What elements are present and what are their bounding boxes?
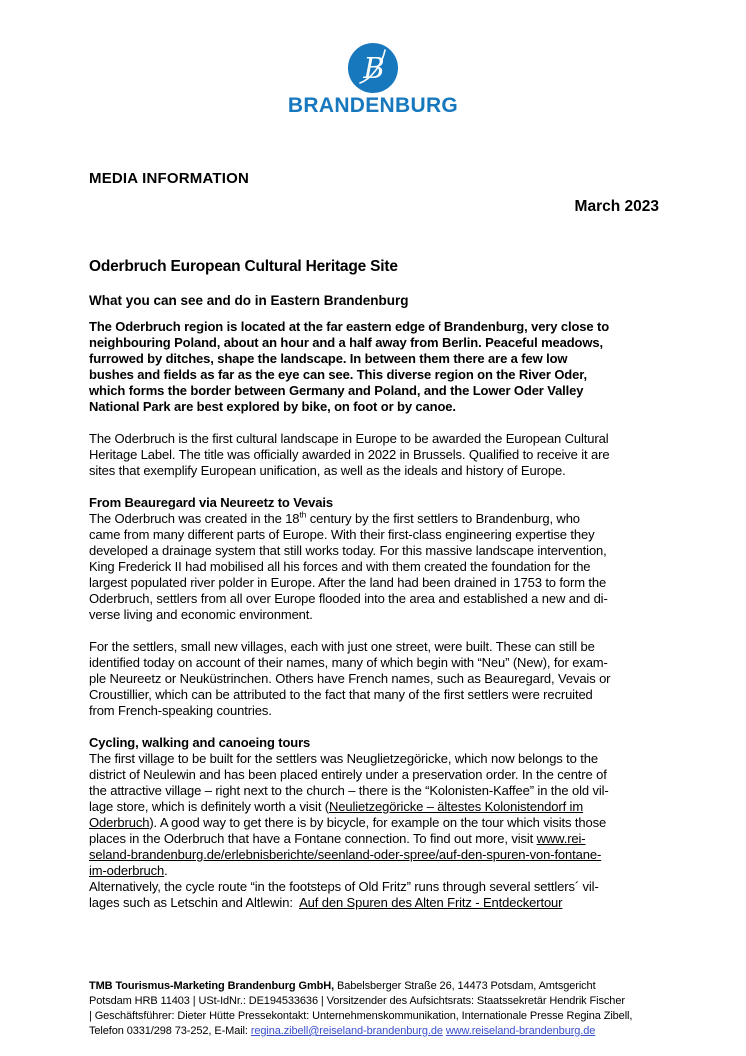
lead-paragraph <box>89 319 669 415</box>
text-run: ple Neureetz or Neuküstrinchen. Others have French names, such as Beauregard, Vevais or <box>89 671 611 686</box>
inline-link[interactable]: Auf den Spuren des Alten Fritz - Entdeckertour <box>299 895 563 910</box>
text-line <box>89 607 669 623</box>
text-line <box>89 815 669 831</box>
text-line <box>89 319 669 335</box>
text-run: which forms the border between Germany and Poland, and the Lower Oder Valley <box>89 383 584 398</box>
text-line <box>89 591 669 607</box>
inline-link[interactable]: Neulietzegöricke – ältestes Kolonistendorf im <box>329 799 584 814</box>
text-run: The Oderbruch was created in the 18 <box>89 511 300 526</box>
text-run: The Oderbruch is the first cultural landscape in Europe to be awarded the European Cultural <box>89 431 609 446</box>
text-line <box>89 559 669 575</box>
text-run: For the settlers, small new villages, each with just one street, were built. These can still be <box>89 639 595 654</box>
text-run: developed a drainage system that still works today. For this massive landscape intervention, <box>89 543 607 558</box>
text-run: . <box>164 863 168 878</box>
inline-link[interactable]: im-oderbruch <box>89 863 165 878</box>
text-run: the attractive village – right next to the church – there is the “Kolonisten-Kaffee” in the old vil- <box>89 783 609 798</box>
brandenburg-logo-icon <box>348 43 398 93</box>
footer-imprint <box>89 979 709 1039</box>
text-run: bushes and fields as far as the eye can see. This diverse region on the River Oder, <box>89 367 587 382</box>
paragraph-history <box>89 511 669 623</box>
text-line <box>89 463 669 479</box>
text-line <box>89 735 669 751</box>
text-line <box>89 783 669 799</box>
text-line <box>89 495 669 511</box>
text-line <box>89 575 669 591</box>
text-run: Croustillier, which can be attributed to the fact that many of the first settlers were recruited <box>89 687 593 702</box>
inline-link[interactable]: seland-brandenburg.de/erlebnisberichte/seenland-oder-spree/auf-den-spuren-von-fontane- <box>89 847 602 862</box>
footer-link[interactable]: www.reiseland-brandenburg.de <box>445 1025 596 1037</box>
text-line <box>89 687 669 703</box>
logo-monogram: B <box>363 51 385 85</box>
text-line <box>89 527 669 543</box>
text-run: from French-speaking countries. <box>89 703 272 718</box>
footer-link[interactable]: regina.zibell@reiseland-brandenburg.de <box>250 1025 443 1037</box>
text-line <box>89 767 669 783</box>
date-label: March 2023 <box>574 198 659 215</box>
footer-line <box>89 979 709 994</box>
text-run: Babelsberger Straße 26, 14473 Potsdam, Amtsgericht <box>334 980 596 992</box>
text-line <box>89 863 669 879</box>
text-line <box>89 511 669 527</box>
paragraph-heritage-label <box>89 431 669 479</box>
text-line <box>89 879 669 895</box>
brand-wordmark: BRANDENBURG <box>287 94 459 117</box>
text-run: National Park are best explored by bike, on foot or by canoe. <box>89 399 456 414</box>
page-title: Oderbruch European Cultural Heritage Site <box>89 258 398 275</box>
text-run: Potsdam HRB 11403 | USt-IdNr.: DE194533636 | Vorsitzender des Aufsichtsrats: Staatssekretär Hendrik Fischer <box>89 995 625 1007</box>
bold-text-run: TMB Tourismus-Marketing Brandenburg GmbH, <box>89 980 335 992</box>
inline-link[interactable]: Oderbruch <box>89 815 150 830</box>
text-run: The Oderbruch region is located at the far eastern edge of Brandenburg, very close to <box>89 319 610 334</box>
text-run: Alternatively, the cycle route “in the footsteps of Old Fritz” runs through several settlers´ vil- <box>89 879 599 894</box>
text-line <box>89 751 669 767</box>
superscript-text: th <box>299 509 307 520</box>
text-run: largest populated river polder in Europe. After the land had been drained in 1753 to form the <box>89 575 607 590</box>
brand-logo <box>0 43 746 118</box>
section-heading-tours <box>89 735 669 751</box>
text-run: ). A good way to get there is by bicycle, for example on the tour which visits those <box>149 815 607 830</box>
footer-line <box>89 1024 709 1039</box>
text-run: lage store, which is definitely worth a visit ( <box>89 799 330 814</box>
text-run: sites that exemplify European unification, as well as the ideals and history of Europe. <box>89 463 566 478</box>
paragraph-tours <box>89 751 669 911</box>
text-run: neighbouring Poland, about an hour and a half away from Berlin. Peaceful meadows, <box>89 335 603 350</box>
text-line <box>89 399 669 415</box>
text-line <box>89 383 669 399</box>
text-run: From Beauregard via Neureetz to Vevais <box>89 495 333 510</box>
text-line <box>89 847 669 863</box>
text-run: Oderbruch, settlers from all over Europe flooded into the area and established a new and di- <box>89 591 608 606</box>
footer-line <box>89 1009 709 1024</box>
text-run: Telefon 0331/298 73-252, E-Mail: <box>89 1025 251 1037</box>
text-line <box>89 895 669 911</box>
text-line <box>89 351 669 367</box>
text-run: district of Neulewin and has been placed entirely under a preservation order. In the centre of <box>89 767 607 782</box>
inline-link[interactable]: www.rei- <box>536 831 586 846</box>
text-run: Heritage Label. The title was officially awarded in 2022 in Brussels. Qualified to receive it are <box>89 447 610 462</box>
text-line <box>89 671 669 687</box>
text-line <box>89 703 669 719</box>
text-run: King Frederick II had mobilised all his forces and with them created the foundation for the <box>89 559 591 574</box>
text-run: identified today on account of their names, many of which begin with “Neu” (New), for exam- <box>89 655 608 670</box>
footer-line <box>89 994 709 1009</box>
article-body <box>89 319 669 911</box>
text-run: furrowed by ditches, shape the landscape. In between them there are a few low <box>89 351 568 366</box>
text-run: places in the Oderbruch that have a Fontane connection. To find out more, visit <box>89 831 537 846</box>
section-heading-beauregard <box>89 495 669 511</box>
text-run: verse living and economic environment. <box>89 607 313 622</box>
text-run: The first village to be built for the settlers was Neuglietzegöricke, which now belongs to the <box>89 751 598 766</box>
text-line <box>89 543 669 559</box>
text-run: lages such as Letschin and Altlewin: <box>89 895 300 910</box>
paragraph-villages <box>89 639 669 719</box>
text-run: | Geschäftsführer: Dieter Hütte Pressekontakt: Unternehmenskommunikation, Internationale Presse Regina Zibell, <box>89 1010 633 1022</box>
text-line <box>89 799 669 815</box>
text-run: Cycling, walking and canoeing tours <box>89 735 311 750</box>
text-run: century by the first settlers to Brandenburg, who <box>306 511 580 526</box>
media-information-label: MEDIA INFORMATION <box>89 170 250 187</box>
text-run: came from many different parts of Europe. With their first-class engineering expertise they <box>89 527 595 542</box>
text-line <box>89 367 669 383</box>
text-line <box>89 335 669 351</box>
page-subtitle: What you can see and do in Eastern Brandenburg <box>89 293 409 308</box>
text-line <box>89 655 669 671</box>
text-line <box>89 447 669 463</box>
article <box>89 257 669 927</box>
text-line <box>89 639 669 655</box>
text-line <box>89 431 669 447</box>
text-line <box>89 831 669 847</box>
